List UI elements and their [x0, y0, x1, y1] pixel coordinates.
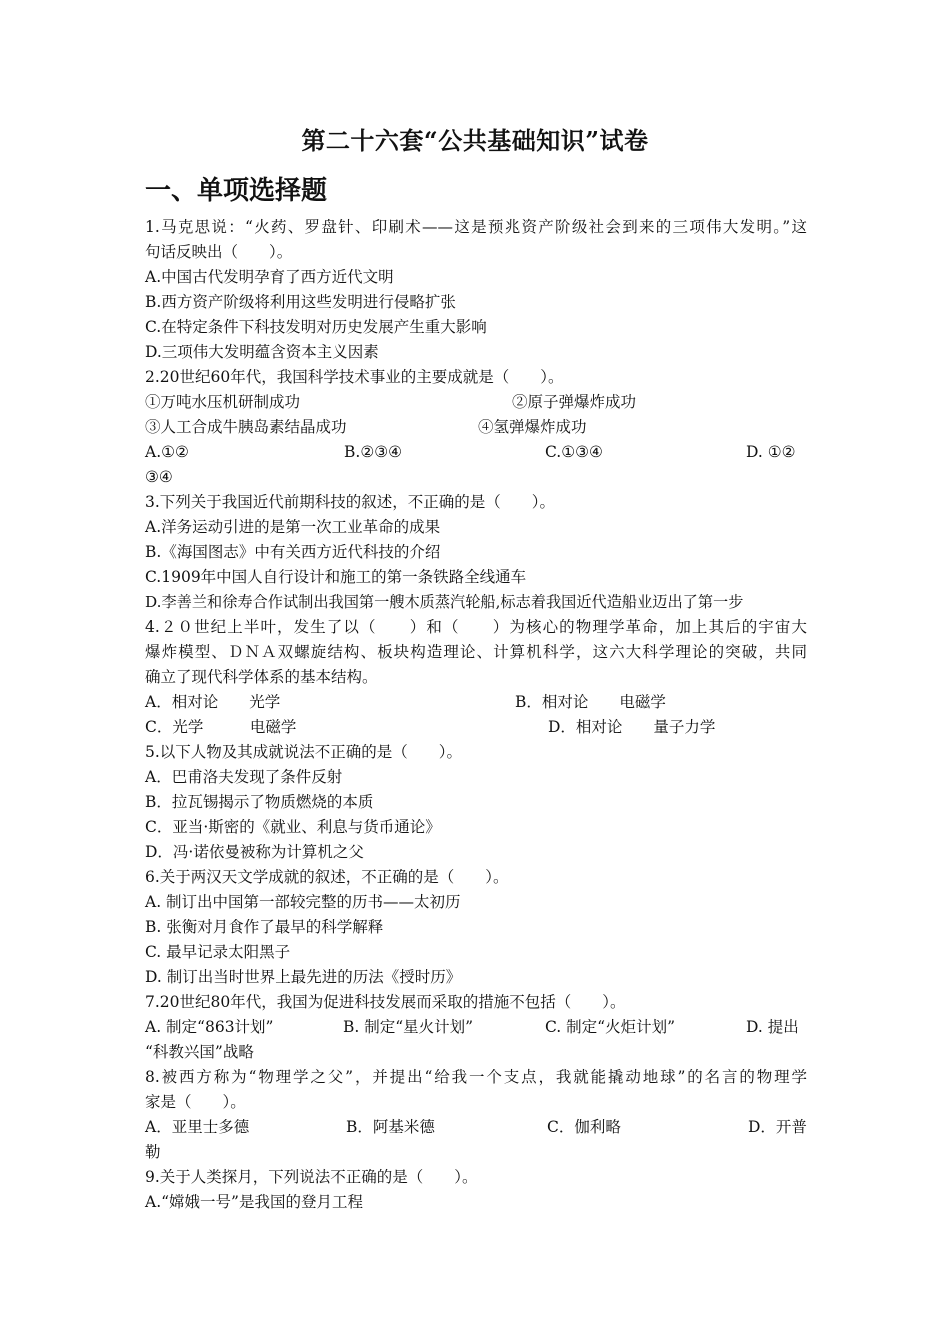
q8-option-d-wrap: 勒 [145, 1143, 161, 1161]
q6-option-a: A. 制订出中国第一部较完整的历书——太初历 [145, 893, 461, 911]
q8-stem: 8.被西方称为“物理学之父”，并提出“给我一个支点，我就能撬动地球”的名言的物理学 [145, 1068, 807, 1086]
q2-option-a: A.①② [145, 443, 189, 461]
q3-option-a: A.洋务运动引进的是第一次工业革命的成果 [145, 518, 441, 536]
q6-option-c: C. 最早记录太阳黑子 [145, 943, 291, 961]
q4-stem-cont: 爆炸模型、ＤＮＡ双螺旋结构、板块构造理论、计算机科学，这六大科学理论的突破，共同 [145, 643, 807, 661]
q8-option-b: B．阿基米德 [346, 1118, 435, 1136]
q8-option-d: D．开普 [748, 1118, 807, 1136]
q6-option-b: B. 张衡对月食作了最早的科学解释 [145, 918, 384, 936]
q4-option-d: D．相对论 量子力学 [548, 718, 716, 736]
q1-option-a: A.中国古代发明孕育了西方近代文明 [145, 268, 394, 286]
q5-option-a: A．巴甫洛夫发现了条件反射 [145, 768, 343, 786]
q1-stem-cont: 句话反映出（ ）。 [145, 243, 293, 261]
q3-option-d: D.李善兰和徐寿合作试制出我国第一艘木质蒸汽轮船,标志着我国近代造船业迈出了第一步 [145, 593, 744, 611]
q4-stem-end: 确立了现代科学体系的基本结构。 [145, 668, 378, 686]
q9-stem: 9.关于人类探月，下列说法不正确的是（ ）。 [145, 1168, 478, 1186]
q6-option-d: D. 制订出当时世界上最先进的历法《授时历》 [145, 968, 462, 986]
q7-option-b: B. 制定“星火计划” [343, 1018, 474, 1036]
q7-option-d: D. 提出 [746, 1018, 799, 1036]
q2-item-1: ①万吨水压机研制成功 [145, 393, 301, 411]
q2-item-2: ②原子弹爆炸成功 [512, 393, 637, 411]
q4-option-b: B．相对论 电磁学 [515, 693, 666, 711]
q4-option-a: A．相对论 光学 [145, 693, 281, 711]
q3-stem: 3.下列关于我国近代前期科技的叙述，不正确的是（ ）。 [145, 493, 556, 511]
q4-stem: 4.２０世纪上半叶，发生了以（ ）和（ ）为核心的物理学革命，加上其后的宇宙大 [145, 618, 807, 636]
q3-option-b: B.《海国图志》中有关西方近代科技的介绍 [145, 543, 441, 561]
q2-item-4: ④氢弹爆炸成功 [478, 418, 587, 436]
q2-item-3: ③人工合成牛胰岛素结晶成功 [145, 418, 347, 436]
q1-option-b: B.西方资产阶级将利用这些发明进行侵略扩张 [145, 293, 456, 311]
q8-option-a: A．亚里士多德 [145, 1118, 250, 1136]
q7-option-a: A. 制定“863计划” [145, 1018, 274, 1036]
q1-option-c: C.在特定条件下科技发明对历史发展产生重大影响 [145, 318, 487, 336]
q7-stem: 7.20世纪80年代，我国为促进科技发展而采取的措施不包括（ ）。 [145, 993, 626, 1011]
q5-option-b: B．拉瓦锡揭示了物质燃烧的本质 [145, 793, 374, 811]
q2-option-d: D. ①② [746, 443, 796, 461]
q8-stem-cont: 家是（ ）。 [145, 1093, 246, 1111]
q8-option-c: C．伽利略 [547, 1118, 621, 1136]
q1-stem: 1.马克思说：“火药、罗盘针、印刷术——这是预兆资产阶级社会到来的三项伟大发明。”这 [145, 218, 807, 236]
q5-option-d: D．冯·诺依曼被称为计算机之父 [145, 843, 364, 861]
section-heading: 一、单项选择题 [145, 176, 328, 206]
q2-option-b: B.②③④ [344, 443, 403, 461]
q3-option-c: C.1909年中国人自行设计和施工的第一条铁路全线通车 [145, 568, 527, 586]
q7-option-d-wrap: “科教兴国”战略 [145, 1043, 254, 1061]
q2-option-d-wrap: ③④ [145, 468, 173, 486]
q2-stem: 2.20世纪60年代，我国科学技术事业的主要成就是（ ）。 [145, 368, 564, 386]
q6-stem: 6.关于两汉天文学成就的叙述，不正确的是（ ）。 [145, 868, 509, 886]
q1-option-d: D.三项伟大发明蕴含资本主义因素 [145, 343, 379, 361]
q5-stem: 5.以下人物及其成就说法不正确的是（ ）。 [145, 743, 463, 761]
q2-option-c: C.①③④ [545, 443, 603, 461]
exam-title: 第二十六套“公共基础知识”试卷 [301, 126, 649, 155]
q7-option-c: C. 制定“火炬计划” [545, 1018, 676, 1036]
q9-option-a: A.“嫦娥一号”是我国的登月工程 [145, 1193, 363, 1211]
q4-option-c: C．光学 电磁学 [145, 718, 297, 736]
q5-option-c: C．亚当·斯密的《就业、利息与货币通论》 [145, 818, 441, 836]
